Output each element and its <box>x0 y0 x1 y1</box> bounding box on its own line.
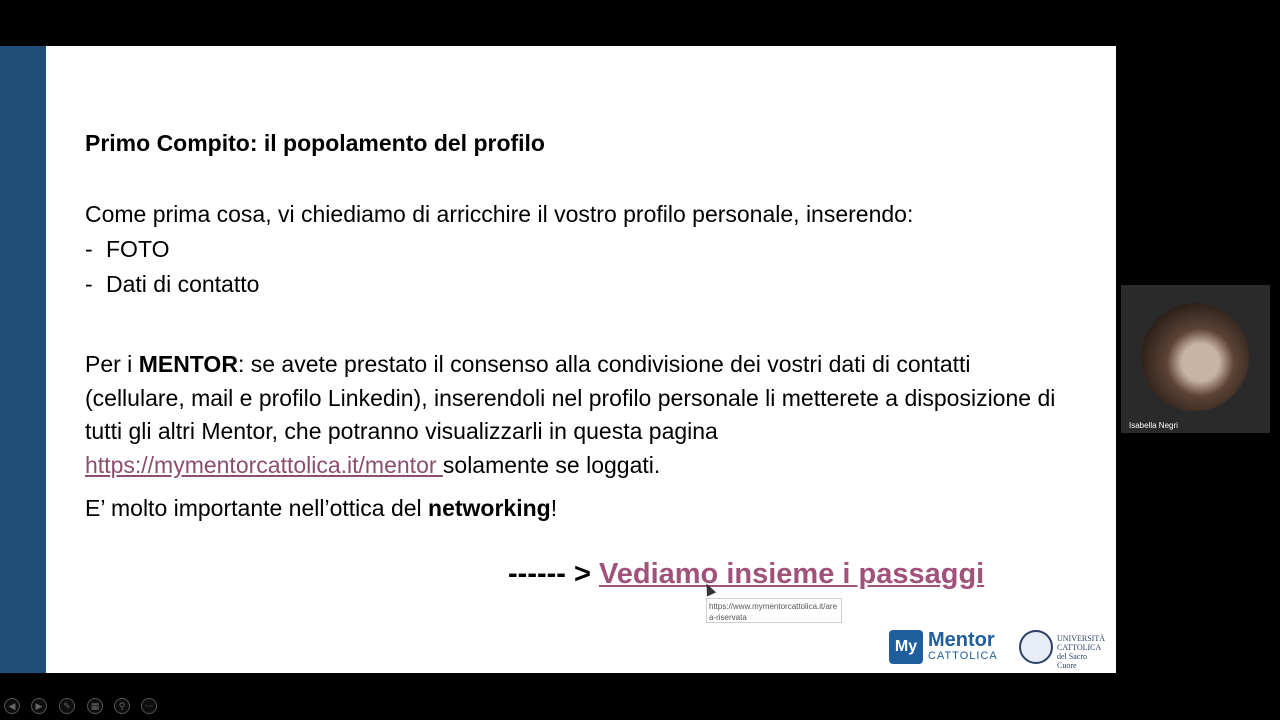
more-icon[interactable]: ⋯ <box>141 698 157 714</box>
university-line: UNIVERSITÀ <box>1057 634 1105 643</box>
mentor-body: : se avete prestato il consenso alla condivisione dei vostri dati di contatti (cellulare, mail e profilo Linkedin), inserendoli nel profilo personale li metterete a disposizione di tutti gli altri Mentor, che potranno visualizzarli in questa pagina <box>85 351 1056 444</box>
link-tooltip: https://www.mymentorcattolica.it/area-riservata <box>706 598 842 623</box>
slide-accent-bar <box>0 46 46 673</box>
slides-icon[interactable]: ▦ <box>87 698 103 714</box>
bullet-item <box>85 236 169 263</box>
university-name <box>1057 634 1105 670</box>
bullet-marker: - <box>85 236 93 262</box>
prev-slide-icon[interactable]: ◀ <box>4 698 20 714</box>
participant-video <box>1141 303 1249 411</box>
cta-arrow: ------ > <box>508 558 599 590</box>
networking-prefix: E’ molto importante nell’ottica del <box>85 495 429 521</box>
pen-icon[interactable]: ✎ <box>59 698 75 714</box>
zoom-icon[interactable]: ⚲ <box>114 698 130 714</box>
mentor-paragraph <box>85 348 1075 482</box>
mymentor-logo <box>889 629 998 666</box>
bullet-item <box>85 271 259 298</box>
mentor-bold: MENTOR <box>138 351 238 377</box>
networking-text <box>85 495 557 522</box>
bullet-text: FOTO <box>106 236 170 262</box>
mentor-suffix: solamente se loggati. <box>442 451 661 478</box>
intro-text: Come prima cosa, vi chiediamo di arricchire il vostro profilo personale, inserendo: <box>85 201 914 227</box>
networking-bold: networking <box>428 495 551 521</box>
slide <box>0 46 1116 711</box>
bullet-text: Dati di contatto <box>106 271 260 297</box>
university-line: del Sacro Cuore <box>1057 652 1087 670</box>
mentor-link[interactable]: https://mymentorcattolica.it/mentor <box>85 451 443 478</box>
cta-link[interactable]: Vediamo insieme i passaggi <box>599 558 985 590</box>
slide-title: Primo Compito: il popolamento del profilo <box>85 130 545 156</box>
participant-name: Isabella Negri <box>1129 421 1178 430</box>
mentor-prefix: Per i <box>85 351 139 377</box>
logo-my-badge: My <box>889 630 923 664</box>
logo-cattolica-word: CATTOLICA <box>928 650 998 662</box>
networking-suffix: ! <box>550 495 558 521</box>
webcam-tile[interactable] <box>1121 285 1270 433</box>
next-slide-icon[interactable]: ▶ <box>31 698 47 714</box>
university-seal-icon <box>1019 630 1053 664</box>
university-line: CATTOLICA <box>1057 643 1102 652</box>
bullet-marker: - <box>85 271 93 297</box>
university-logo <box>1019 630 1105 670</box>
cta-line <box>508 558 984 591</box>
logo-mentor-word: Mentor <box>928 629 995 651</box>
